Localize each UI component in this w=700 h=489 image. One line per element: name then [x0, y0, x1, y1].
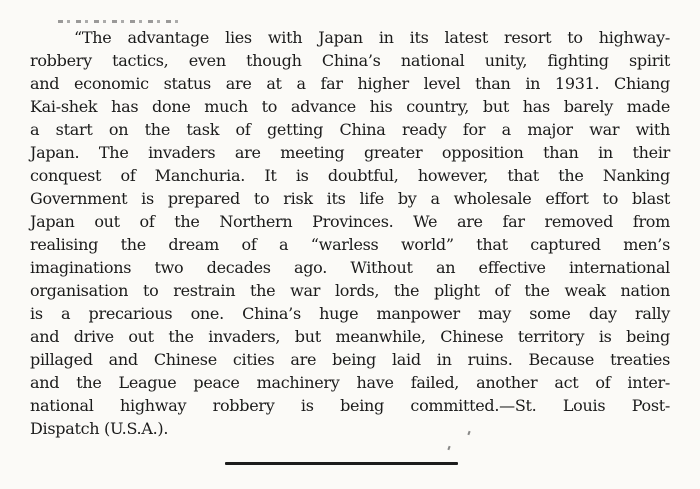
article-line-attribution: Dispatch (U.S.A.).: [30, 419, 169, 438]
article-line: robbery tactics, even though China’s national unity, fighting spirit: [30, 51, 670, 70]
article-line: realising the dream of a “warless world” that captured men’s: [30, 235, 670, 254]
article-line: and drive out the invaders, but meanwhile, Chinese territory is being: [30, 327, 670, 346]
article-body: [30, 26, 670, 440]
article-line: Kai-shek has done much to advance his country, but has barely made: [30, 97, 670, 116]
article-line: conquest of Manchuria. It is doubtful, however, that the Nanking: [30, 166, 670, 185]
article-line: pillaged and Chinese cities are being laid in ruins. Because treaties: [30, 350, 670, 369]
article-line: Japan out of the Northern Provinces. We are far removed from: [30, 212, 670, 231]
article-line: organisation to restrain the war lords, the plight of the weak nation: [30, 281, 670, 300]
article-line: Government is prepared to risk its life by a wholesale effort to blast: [30, 189, 670, 208]
article-line: and economic status are at a far higher level than in 1931. Chiang: [30, 74, 670, 93]
article-line: national highway robbery is being committed.—St. Louis Post-: [30, 396, 670, 415]
article-line: imaginations two decades ago. Without an effective international: [30, 258, 670, 277]
article-line: “The advantage lies with Japan in its latest resort to highway-: [74, 28, 670, 47]
article-line: is a precarious one. China’s huge manpower may some day rally: [30, 304, 670, 323]
article-line: Japan. The invaders are meeting greater opposition than in their: [30, 143, 670, 162]
end-rule: [225, 462, 458, 465]
article-line: a start on the task of getting China ready for a major war with: [30, 120, 670, 139]
print-speck: [447, 446, 450, 450]
article-line: and the League peace machinery have failed, another act of inter-: [30, 373, 670, 392]
print-smudge: [58, 20, 178, 23]
